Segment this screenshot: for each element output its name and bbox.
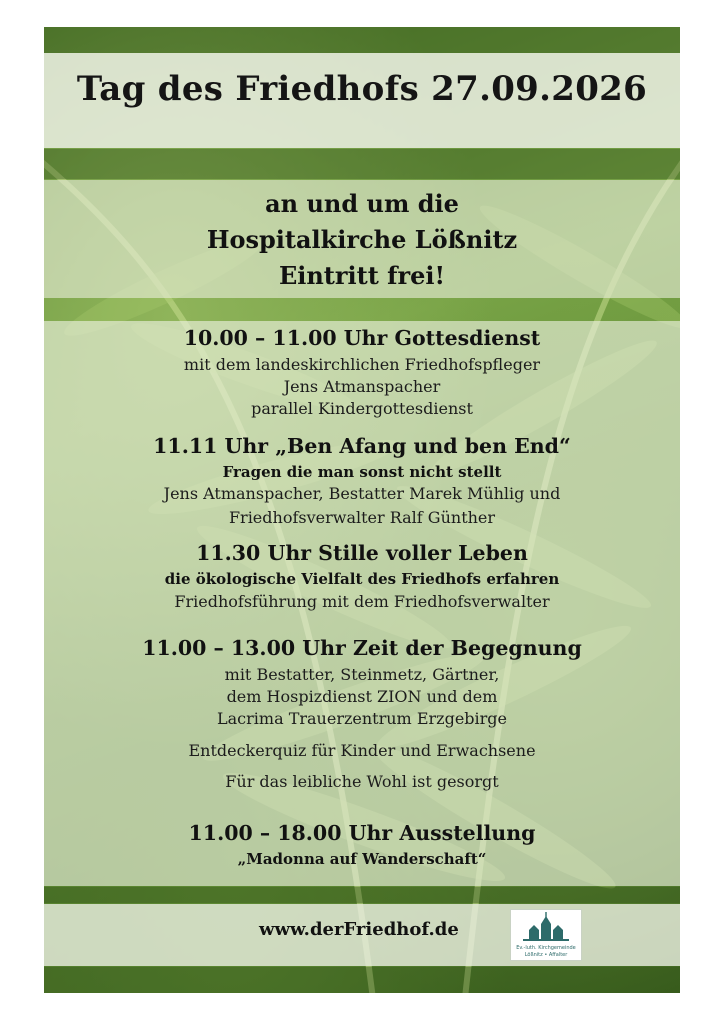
event-subtitle: die ökologische Vielfalt des Friedhofs erfahren <box>164 570 560 588</box>
website-link[interactable]: www.derFriedhof.de <box>259 919 459 940</box>
intro-line-3: Eintritt frei! <box>278 261 446 290</box>
event-heading: 11.00 – 18.00 Uhr Ausstellung <box>188 821 536 845</box>
event-subtitle: Fragen die man sonst nicht stellt <box>222 463 502 481</box>
event-subtitle: „Madonna auf Wanderschaft“ <box>237 850 487 868</box>
event-line: dem Hospizdienst ZION und dem <box>226 687 498 706</box>
event-line: Lacrima Trauerzentrum Erzgebirge <box>217 709 507 728</box>
event-heading: 11.00 – 13.00 Uhr Zeit der Begegnung <box>142 636 582 660</box>
intro-line-1: an und um die <box>265 189 459 218</box>
event-line: Jens Atmanspacher, Bestatter Marek Mühlig und <box>163 484 561 503</box>
poster <box>44 27 680 993</box>
church-icon <box>511 910 581 944</box>
logo-text-line-2: Lößnitz • Affalter <box>524 952 568 958</box>
catering-note: Für das leibliche Wohl ist gesorgt <box>225 772 499 791</box>
event-line: mit Bestatter, Steinmetz, Gärtner, <box>224 665 500 684</box>
event-line: Friedhofsführung mit dem Friedhofsverwalter <box>174 592 550 611</box>
event-heading: 11.11 Uhr „Ben Afang und ben End“ <box>153 434 571 458</box>
parish-logo <box>510 909 582 961</box>
event-heading: 11.30 Uhr Stille voller Leben <box>196 541 528 565</box>
event-line: Jens Atmanspacher <box>283 377 441 396</box>
intro-line-2: Hospitalkirche Lößnitz <box>206 225 518 254</box>
event-line: parallel Kindergottesdienst <box>251 399 473 418</box>
event-line: Friedhofsverwalter Ralf Günther <box>228 508 496 527</box>
logo-text-line-1: Ev.-luth. Kirchgemeinde <box>516 945 576 951</box>
event-heading: 10.00 – 11.00 Uhr Gottesdienst <box>183 326 541 350</box>
poster-title: Tag des Friedhofs 27.09.2026 <box>76 69 648 109</box>
quiz-note: Entdeckerquiz für Kinder und Erwachsene <box>188 741 536 760</box>
event-line: mit dem landeskirchlichen Friedhofspfleger <box>183 355 541 374</box>
